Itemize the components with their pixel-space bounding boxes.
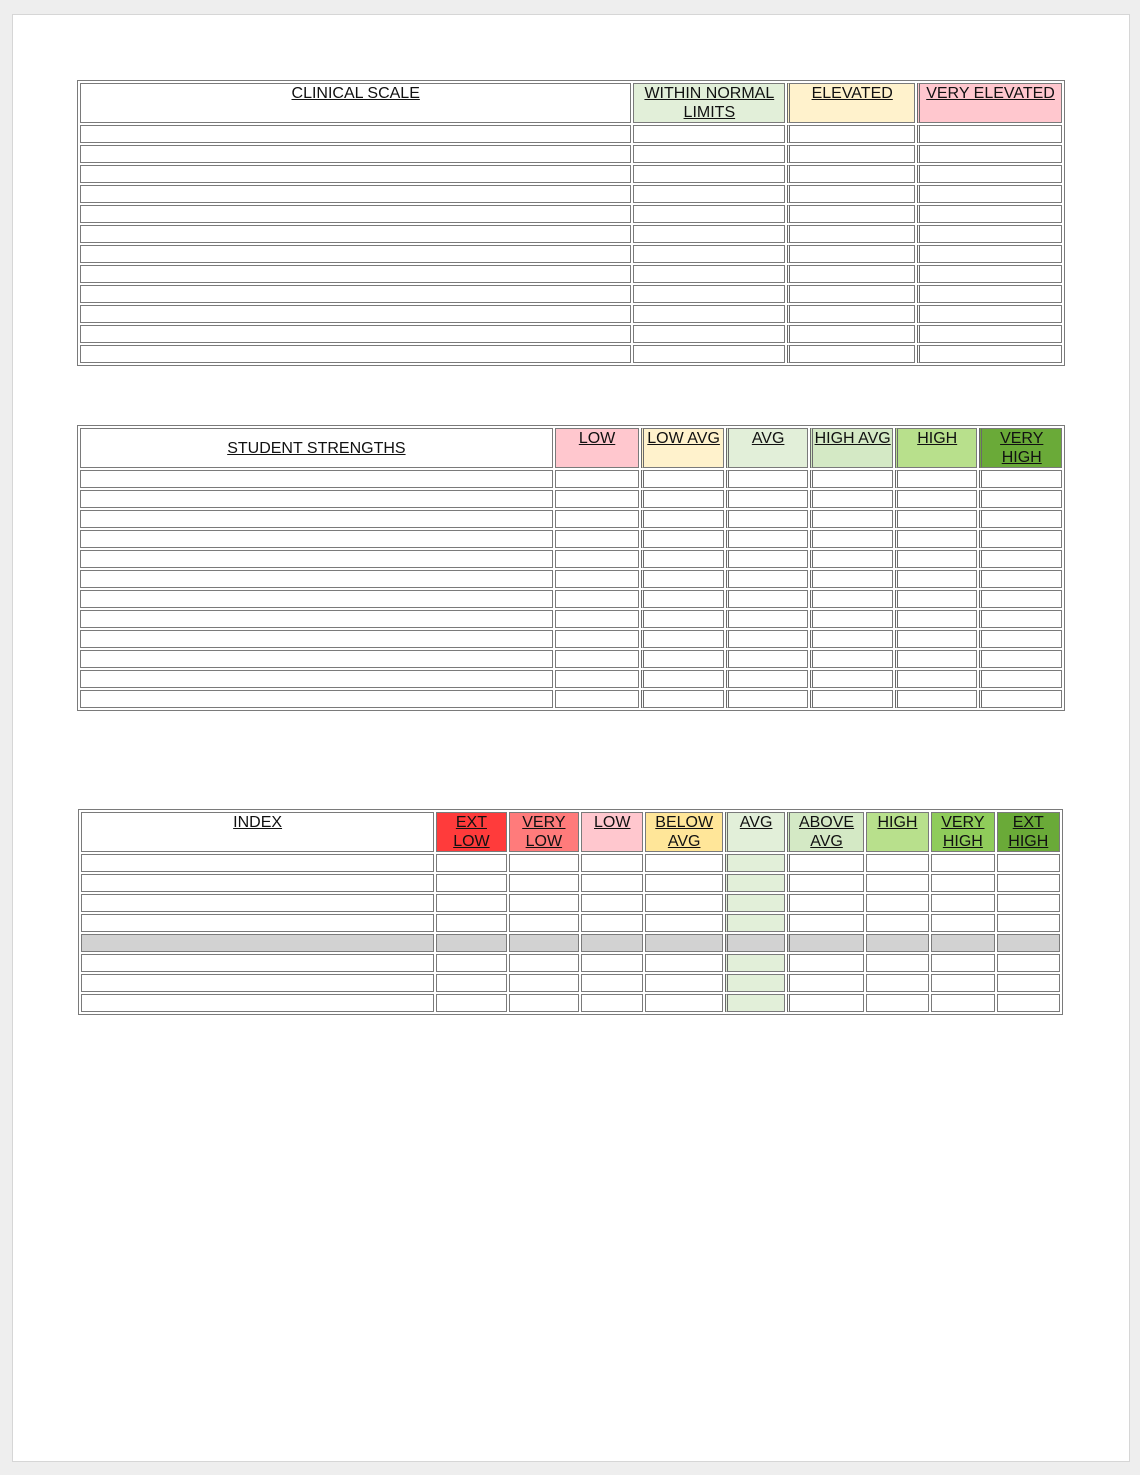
table-row [81,934,1060,952]
row-label-cell[interactable] [80,630,553,648]
index-header: INDEX [81,812,434,852]
rating-cell[interactable] [787,125,915,143]
rating-cell[interactable] [725,914,785,932]
rating-cell[interactable] [436,894,506,912]
row-label-cell[interactable] [80,285,631,303]
avg-header: AVG [726,428,809,468]
rating-cell[interactable] [997,914,1060,932]
rating-cell[interactable] [979,670,1062,688]
rating-cell[interactable] [895,690,978,708]
rating-cell[interactable] [645,894,722,912]
row-label-cell[interactable] [80,325,631,343]
rating-cell[interactable] [979,490,1062,508]
rating-cell[interactable] [787,974,863,992]
rating-cell[interactable] [917,145,1062,163]
rating-cell[interactable] [895,530,978,548]
table-row [80,325,1062,343]
row-label-cell[interactable] [80,690,553,708]
header-row [80,428,1062,468]
rating-cell[interactable] [931,954,994,972]
rating-cell[interactable] [866,994,929,1012]
rating-cell[interactable] [787,185,915,203]
rating-cell[interactable] [917,285,1062,303]
low-header: LOW [555,428,640,468]
student-strengths-body [80,470,1062,708]
within-normal-limits-header: WITHIN NORMAL LIMITS [633,83,785,123]
rating-cell[interactable] [895,550,978,568]
high-header: HIGH [866,812,929,852]
rating-cell[interactable] [641,470,724,488]
rating-cell[interactable] [725,874,785,892]
rating-cell[interactable] [509,914,579,932]
rating-cell[interactable] [726,610,809,628]
rating-cell[interactable] [931,974,994,992]
rating-cell[interactable] [917,345,1062,363]
rating-cell[interactable] [979,630,1062,648]
rating-cell[interactable] [509,894,579,912]
row-label-cell[interactable] [80,265,631,283]
rating-cell[interactable] [810,490,893,508]
rating-cell[interactable] [810,590,893,608]
rating-cell[interactable] [555,550,640,568]
rating-cell[interactable] [581,934,643,952]
rating-cell[interactable] [436,974,506,992]
rating-cell[interactable] [555,570,640,588]
table-row [81,894,1060,912]
high-header: HIGH [895,428,978,468]
high-avg-header: HIGH AVG [810,428,893,468]
rating-cell[interactable] [979,570,1062,588]
table-row [80,165,1062,183]
rating-cell[interactable] [645,874,722,892]
rating-cell[interactable] [726,510,809,528]
table-row [80,550,1062,568]
rating-cell[interactable] [997,954,1060,972]
rating-cell[interactable] [917,325,1062,343]
rating-cell[interactable] [725,894,785,912]
rating-cell[interactable] [979,510,1062,528]
rating-cell[interactable] [555,630,640,648]
rating-cell[interactable] [810,610,893,628]
table-row [80,590,1062,608]
row-label-cell[interactable] [81,874,434,892]
rating-cell[interactable] [917,205,1062,223]
rating-cell[interactable] [725,994,785,1012]
rating-cell[interactable] [633,285,785,303]
rating-cell[interactable] [726,650,809,668]
below-avg-header: BELOW AVG [645,812,722,852]
rating-cell[interactable] [581,854,643,872]
rating-cell[interactable] [633,345,785,363]
rating-cell[interactable] [979,550,1062,568]
very-high-header: VERY HIGH [979,428,1062,468]
rating-cell[interactable] [633,245,785,263]
table-row [80,245,1062,263]
rating-cell[interactable] [555,510,640,528]
header-row [80,83,1062,123]
rating-cell[interactable] [633,265,785,283]
rating-cell[interactable] [641,550,724,568]
row-label-cell[interactable] [81,914,434,932]
rating-cell[interactable] [787,205,915,223]
table-row [81,874,1060,892]
rating-cell[interactable] [726,630,809,648]
row-label-cell[interactable] [80,550,553,568]
row-label-cell[interactable] [80,305,631,323]
rating-cell[interactable] [997,874,1060,892]
rating-cell[interactable] [726,530,809,548]
rating-cell[interactable] [555,690,640,708]
rating-cell[interactable] [866,974,929,992]
table-row [80,690,1062,708]
very-low-header: VERY LOW [509,812,579,852]
row-label-cell[interactable] [80,245,631,263]
rating-cell[interactable] [895,670,978,688]
table-row [81,954,1060,972]
row-label-cell[interactable] [80,185,631,203]
rating-cell[interactable] [641,530,724,548]
rating-cell[interactable] [633,325,785,343]
row-label-cell[interactable] [81,854,434,872]
table-row [80,125,1062,143]
clinical-scale-header: CLINICAL SCALE [80,83,631,123]
rating-cell[interactable] [725,934,785,952]
table-row [80,265,1062,283]
low-header: LOW [581,812,643,852]
rating-cell[interactable] [931,934,994,952]
rating-cell[interactable] [931,894,994,912]
document-page [12,14,1130,1462]
row-label-cell[interactable] [80,125,631,143]
rating-cell[interactable] [555,530,640,548]
rating-cell[interactable] [641,650,724,668]
rating-cell[interactable] [810,550,893,568]
rating-cell[interactable] [645,914,722,932]
rating-cell[interactable] [787,954,863,972]
rating-cell[interactable] [436,914,506,932]
rating-cell[interactable] [555,590,640,608]
table-row [80,570,1062,588]
rating-cell[interactable] [633,145,785,163]
rating-cell[interactable] [581,974,643,992]
rating-cell[interactable] [555,470,640,488]
rating-cell[interactable] [810,570,893,588]
rating-cell[interactable] [726,590,809,608]
avg-header: AVG [725,812,785,852]
rating-cell[interactable] [997,854,1060,872]
table-row [81,974,1060,992]
rating-cell[interactable] [509,934,579,952]
rating-cell[interactable] [787,265,915,283]
ext-low-header: EXT LOW [436,812,506,852]
rating-cell[interactable] [787,325,915,343]
low-avg-header: LOW AVG [641,428,724,468]
table-row [80,205,1062,223]
student-strengths-header: STUDENT STRENGTHS [80,428,553,468]
rating-cell[interactable] [581,994,643,1012]
rating-cell[interactable] [997,994,1060,1012]
rating-cell[interactable] [931,914,994,932]
rating-cell[interactable] [633,305,785,323]
rating-cell[interactable] [555,670,640,688]
rating-cell[interactable] [810,510,893,528]
row-label-cell[interactable] [80,345,631,363]
rating-cell[interactable] [979,590,1062,608]
table-row [80,510,1062,528]
rating-cell[interactable] [997,974,1060,992]
table-row [80,610,1062,628]
rating-cell[interactable] [641,490,724,508]
rating-cell[interactable] [787,934,863,952]
rating-cell[interactable] [810,630,893,648]
rating-cell[interactable] [641,570,724,588]
rating-cell[interactable] [509,974,579,992]
rating-cell[interactable] [979,470,1062,488]
rating-cell[interactable] [787,994,863,1012]
row-label-cell[interactable] [80,165,631,183]
rating-cell[interactable] [917,185,1062,203]
table-row [80,305,1062,323]
rating-cell[interactable] [787,145,915,163]
rating-cell[interactable] [633,125,785,143]
rating-cell[interactable] [895,590,978,608]
rating-cell[interactable] [641,630,724,648]
rating-cell[interactable] [810,690,893,708]
row-label-cell[interactable] [80,670,553,688]
rating-cell[interactable] [436,854,506,872]
rating-cell[interactable] [866,854,929,872]
rating-cell[interactable] [509,874,579,892]
table-row [80,670,1062,688]
rating-cell[interactable] [931,874,994,892]
table-row [81,994,1060,1012]
rating-cell[interactable] [581,894,643,912]
rating-cell[interactable] [555,650,640,668]
rating-cell[interactable] [917,225,1062,243]
rating-cell[interactable] [787,914,863,932]
very-high-header: VERY HIGH [931,812,994,852]
rating-cell[interactable] [895,510,978,528]
rating-cell[interactable] [787,285,915,303]
rating-cell[interactable] [633,165,785,183]
rating-cell[interactable] [726,470,809,488]
rating-cell[interactable] [726,550,809,568]
table-row [80,345,1062,363]
row-label-cell[interactable] [81,934,434,952]
rating-cell[interactable] [436,954,506,972]
table-row [80,285,1062,303]
rating-cell[interactable] [633,205,785,223]
table-row [80,225,1062,243]
rating-cell[interactable] [509,994,579,1012]
table-row [80,470,1062,488]
row-label-cell[interactable] [80,530,553,548]
rating-cell[interactable] [555,610,640,628]
rating-cell[interactable] [509,854,579,872]
row-label-cell[interactable] [80,225,631,243]
rating-cell[interactable] [645,854,722,872]
rating-cell[interactable] [645,954,722,972]
row-label-cell[interactable] [80,590,553,608]
rating-cell[interactable] [641,590,724,608]
rating-cell[interactable] [641,670,724,688]
row-label-cell[interactable] [81,894,434,912]
row-label-cell[interactable] [81,994,434,1012]
row-label-cell[interactable] [80,510,553,528]
rating-cell[interactable] [979,650,1062,668]
rating-cell[interactable] [436,994,506,1012]
row-label-cell[interactable] [80,570,553,588]
rating-cell[interactable] [931,854,994,872]
rating-cell[interactable] [895,610,978,628]
row-label-cell[interactable] [81,954,434,972]
rating-cell[interactable] [866,914,929,932]
rating-cell[interactable] [895,630,978,648]
rating-cell[interactable] [787,225,915,243]
rating-cell[interactable] [917,125,1062,143]
rating-cell[interactable] [917,265,1062,283]
rating-cell[interactable] [725,954,785,972]
student-strengths-table [77,425,1065,711]
rating-cell[interactable] [645,994,722,1012]
row-label-cell[interactable] [80,490,553,508]
rating-cell[interactable] [787,245,915,263]
rating-cell[interactable] [866,934,929,952]
rating-cell[interactable] [895,470,978,488]
above-avg-header: ABOVE AVG [787,812,863,852]
table-row [81,914,1060,932]
rating-cell[interactable] [866,954,929,972]
rating-cell[interactable] [810,530,893,548]
index-table [78,809,1063,1015]
ext-high-header: EXT HIGH [997,812,1060,852]
rating-cell[interactable] [917,165,1062,183]
rating-cell[interactable] [725,974,785,992]
row-label-cell[interactable] [80,610,553,628]
rating-cell[interactable] [726,490,809,508]
rating-cell[interactable] [979,530,1062,548]
rating-cell[interactable] [555,490,640,508]
rating-cell[interactable] [931,994,994,1012]
rating-cell[interactable] [633,225,785,243]
rating-cell[interactable] [810,470,893,488]
row-label-cell[interactable] [80,145,631,163]
row-label-cell[interactable] [80,650,553,668]
rating-cell[interactable] [895,650,978,668]
table-row [81,854,1060,872]
rating-cell[interactable] [787,874,863,892]
rating-cell[interactable] [726,670,809,688]
rating-cell[interactable] [917,305,1062,323]
elevated-header: ELEVATED [787,83,915,123]
clinical-scale-table [77,80,1065,366]
rating-cell[interactable] [810,650,893,668]
rating-cell[interactable] [787,345,915,363]
row-label-cell[interactable] [80,470,553,488]
very-elevated-header: VERY ELEVATED [917,83,1062,123]
row-label-cell[interactable] [80,205,631,223]
rating-cell[interactable] [645,934,722,952]
rating-cell[interactable] [725,854,785,872]
header-row [81,812,1060,852]
rating-cell[interactable] [866,894,929,912]
rating-cell[interactable] [787,165,915,183]
rating-cell[interactable] [895,490,978,508]
rating-cell[interactable] [509,954,579,972]
rating-cell[interactable] [641,610,724,628]
rating-cell[interactable] [581,954,643,972]
rating-cell[interactable] [895,570,978,588]
clinical-scale-body [80,125,1062,363]
rating-cell[interactable] [866,874,929,892]
table-row [80,650,1062,668]
rating-cell[interactable] [979,690,1062,708]
table-row [80,490,1062,508]
rating-cell[interactable] [997,934,1060,952]
rating-cell[interactable] [917,245,1062,263]
rating-cell[interactable] [810,670,893,688]
rating-cell[interactable] [997,894,1060,912]
rating-cell[interactable] [726,570,809,588]
table-row [80,185,1062,203]
rating-cell[interactable] [645,974,722,992]
rating-cell[interactable] [726,690,809,708]
table-row [80,145,1062,163]
rating-cell[interactable] [641,510,724,528]
rating-cell[interactable] [633,185,785,203]
row-label-cell[interactable] [81,974,434,992]
rating-cell[interactable] [787,305,915,323]
rating-cell[interactable] [436,874,506,892]
rating-cell[interactable] [787,854,863,872]
rating-cell[interactable] [581,874,643,892]
rating-cell[interactable] [787,894,863,912]
rating-cell[interactable] [436,934,506,952]
rating-cell[interactable] [641,690,724,708]
index-body [81,854,1060,1012]
table-row [80,630,1062,648]
rating-cell[interactable] [581,914,643,932]
table-row [80,530,1062,548]
rating-cell[interactable] [979,610,1062,628]
